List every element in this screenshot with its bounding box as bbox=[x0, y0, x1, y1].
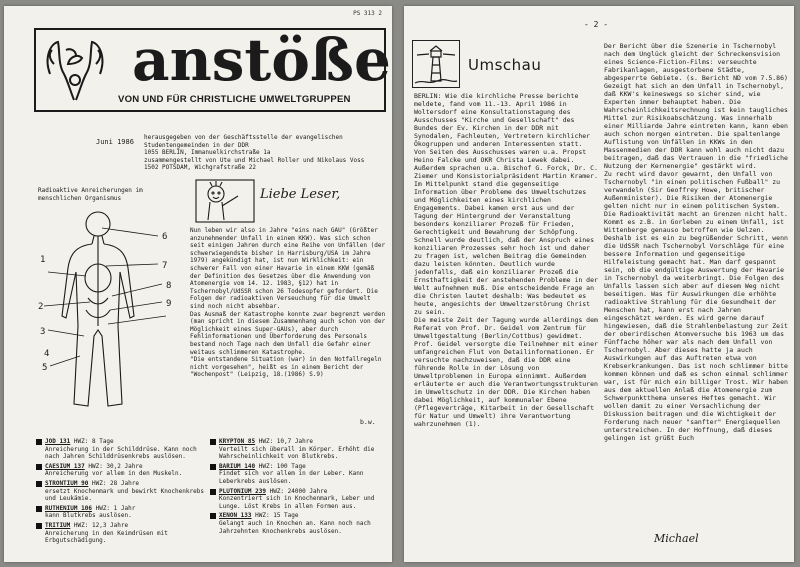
figure-label-8: 8 bbox=[166, 281, 172, 291]
bullet-icon bbox=[36, 464, 42, 470]
isotope-text: HWZ: 12,3 Jahre Anreicherung in den Keimdrüsen mit Erbgutschädigung. bbox=[45, 521, 168, 545]
masthead-subtitle: VON UND FÜR CHRISTLICHE UMWELTGRUPPEN bbox=[118, 94, 351, 105]
isotope-item bbox=[210, 463, 388, 486]
isotope-item bbox=[36, 505, 208, 520]
section-title: Umschau bbox=[468, 56, 542, 74]
bullet-icon bbox=[210, 489, 216, 495]
page-2 bbox=[404, 6, 794, 562]
figure-label-5: 5 bbox=[42, 363, 48, 373]
isotope-name: TRITIUM bbox=[45, 521, 71, 529]
isotope-text: HWZ: 24000 Jahre Konzentriert sich in Knochenmark, Leber und Lunge. Löst Krebs in allen Formen aus. bbox=[219, 487, 375, 510]
isotope-name: KRYPTON 85 bbox=[219, 438, 256, 445]
isotope-item bbox=[36, 480, 208, 503]
figure-label-7: 7 bbox=[162, 261, 168, 271]
isotope-name: JOD 131 bbox=[45, 438, 71, 445]
continued-marker: b.w. bbox=[360, 418, 376, 426]
isotope-item bbox=[36, 522, 208, 545]
figure-label-9: 9 bbox=[166, 299, 172, 309]
isotope-text: HWZ: 100 Tage Findet sich vor allem in der Leber. Kann Leberkrebs auslösen. bbox=[219, 462, 364, 485]
bullet-icon bbox=[36, 523, 42, 529]
isotope-item bbox=[210, 512, 388, 535]
figure-label-6: 6 bbox=[162, 232, 168, 242]
isotope-item bbox=[210, 488, 388, 511]
isotope-text: HWZ: 8 Tage Anreicherung in der Schilddrüse. Kann noch nach Jahren Schilddrüsenkrebs auslösen. bbox=[45, 438, 197, 461]
isotope-list-right bbox=[210, 438, 388, 537]
figure-label-2: 2 bbox=[38, 302, 44, 312]
page-1 bbox=[4, 6, 392, 562]
bullet-icon bbox=[210, 464, 216, 470]
isotope-item bbox=[210, 438, 388, 461]
masthead-title: anstöße bbox=[132, 26, 391, 94]
figure-label-3: 3 bbox=[40, 327, 46, 337]
figure-caption: Radioaktive Anreicherungen im menschlichen Organismus bbox=[38, 187, 143, 202]
isotope-name: STRONTIUM 90 bbox=[45, 479, 89, 487]
editorial-text: Nun leben wir also in Jahre "eins nach GAU" (Größter anzunehmender Unfall in einem KKW). Was sich schon seit einigen Jahren durch eine Reihe von Unfällen (der schwerwiegendste bisher in Harrisburg/USA im Jahre 1979) angekündigt hat, ist nun Wirklichkeit: ein schwerer Fall von einer Havarie in einem KKW (gemäß der Definition des Gesetzes über die Anwendung von Atomenergie vom 14. 12. 1983, §12) hat in Tschernobyl/UdSSR schon 26 Todesopfer gefordert. Die Folgen der radioaktiven Verseuchung für die Umwelt sind noch nicht absehbar. Das Ausmaß der Katastrophe konnte zwar begrenzt werden (man spricht in diesem Zusammenhang auch schon von der Möglichkeit eines Super-GAUs), aber durch Fehlinformationen und Überforderung des Personals bestand noch Tage nach dem Unfall die Gefahr einer weitaus schlimmeren Katastrophe. "Die entstandene Situation (war) in den Notfallregeln nicht vorgesehen", heißt es in einem Bericht der "Wochenpost" (Leipzig, 18.(1986) S.9) bbox=[190, 227, 386, 379]
imprint: herausgegeben von der Geschäftsstelle der evangelischen Studentengemeinden in der DDR 1055 BERLIN, Immanuelkirchstraße 1a zusammengestellt von Ute und Michael Roller und Nikolaus Voss 1502 POTSDAM, Wichgrafstraße 22 bbox=[144, 134, 365, 172]
isotope-item bbox=[36, 463, 208, 478]
isotope-text: HWZ: 15 Tage Gelangt auch in Knochen an. Kann noch nach Jahrzehnten Knochenkrebs auslösen. bbox=[219, 512, 371, 535]
hands-dove-logo-icon bbox=[40, 34, 110, 106]
masthead bbox=[34, 26, 391, 112]
isotope-text: HWZ: 1 Jahr kann Blutkrebs auslösen. bbox=[45, 504, 136, 520]
figure-label-1: 1 bbox=[40, 255, 46, 265]
isotope-name: CAESIUM 137 bbox=[45, 462, 85, 470]
column-right-text: Der Bericht über die Szenerie in Tschernobyl nach dem Unglück gleicht der Schreckensvision eines Science-Fiction-Films: verseuchte Fabrikanlagen, ausgestorbene Städte, abgesperrte Gebiete. (s. Bericht ND vom 7.5.86) Gezeigt hat sich an dem Unfall in Tschernobyl, daß KKW's keineswegs so sicher sind, wie Experten immer behauptet haben. Die Wahrscheinlichkeitsrechnung ist kein taugliches Mittel zur Risikoabschätzung. Was innerhalb einer Milliarde Jahre eintreten kann, kann eben auch schon morgen eintreten. Die spaltenlange Auflistung von Unfällen in KKWs in den Massenmedien der DDR kann wohl auch nicht dazu beitragen, daß das Vertrauen in die "friedliche Nutzung der Kernenergie" gestärkt wird. Zu recht wird davor gewarnt, den Unfall von Tschernobyl "in einen politischen Fußball" zu verwandeln (Sir Geoffrey Howe, britischer Außenminister). Die Risiken der Atomenergie gelten nicht nur in einem politischen System. Die Radioaktivität macht an Grenzen nicht halt. Kommt es z.B. in Gorleben zu einem Unfall, ist Wittenberge genauso betroffen wie Uelzen. Deshalb ist es ein zu begrüßender Schritt, wenn die UdSSR nach Tschernobyl Vorschläge für eine bessere Information und gegenseitige Hilfeleistung gemacht hat. Man darf gespannt sein, ob die endgültige Auswertung der Havarie in Tschernobyl da weiterbringt. Die Folgen des Unfalls lassen sich aber auf diesem Weg nicht beseitigen. Was für Auswirkungen die erhöhte radioaktive Strahlung für die Gesundheit der Menschen hat, kann erst nach Jahren eingeschätzt werden. Es wird gerne darauf hingewiesen, daß die Strahlenbelastung zur Zeit der oberirdischen Atomversuche bis 1963 um das Fünffache höher war als nach dem Unfall von Tschernobyl. Aber dieses hatte ja auch Auswirkungen auf das Auftreten etwa von Krebserkrankungen. Das ist noch schlimmer bitte kommen können und daß es schon einmal schlimmer war, ist für mich ein billiger Trost. Wir haben aus dem aktuellen Anlaß die Atomenergie zum Schwerpunktthema unseres Heftes gemacht. Wir wollen damit zu einer Versachlichung der Diskussion beitragen und die Wichtigkeit der Forderung nach neuer "sanfter" Energiequellen unterstreichen. In der Hoffnung, daß dieses gelingen ist grüßt Euch bbox=[604, 42, 788, 442]
bullet-icon bbox=[210, 439, 216, 445]
isotope-name: PLUTONIUM 239 bbox=[219, 487, 266, 495]
lighthouse-icon bbox=[412, 40, 460, 88]
child-cartoon-icon bbox=[194, 178, 256, 224]
isotope-text: HWZ: 30,2 Jahre Anreicherung vor allem in den Muskeln. bbox=[45, 462, 183, 478]
bullet-icon bbox=[36, 506, 42, 512]
figure-label-4: 4 bbox=[44, 349, 50, 359]
isotope-text: HWZ: 10,7 Jahre Verteilt sich überall im Körper. Erhöht die Wahrscheinlichkeit von Blutkrebs. bbox=[219, 438, 375, 461]
isotope-name: BARIUM 140 bbox=[219, 462, 256, 470]
isotope-text: HWZ: 28 Jahre ersetzt Knochenmark und bewirkt Knochenkrebs und Leukämie. bbox=[45, 479, 204, 503]
issue-date: Juni 1986 bbox=[96, 138, 134, 146]
signature: Michael bbox=[654, 532, 699, 545]
letter-greeting: Liebe Leser, bbox=[260, 187, 341, 202]
section-header bbox=[412, 40, 542, 88]
bullet-icon bbox=[36, 439, 42, 445]
isotope-name: XENON 133 bbox=[219, 512, 252, 520]
bullet-icon bbox=[36, 481, 42, 487]
column-left-text: BERLIN: Wie die kirchliche Presse berichte meldete, fand vom 11.-13. April 1986 in Woltersdorf eine Konsultationstagung des Ausschusses "Kirche und Gesellschaft" des Bundes der Ev. Kirchen in der DDR mit Synodalen, Fachleuten, Vertretern kirchlicher Ökogruppen und anderen Interessenten statt. Von Seiten des Ausschusses waren u.a. Propst Heino Falcke und OKR Christa Lewek dabei. Außerdem sprachen u.a. Bischof G. Forck, Dr. C. Ziemer und Konsistorialpräsident Martin Kramer. Im Mittelpunkt stand die gegenseitige Information über Probleme des Umweltschutzes und Möglichkeiten eines kirchlichen Engagements. Dabei kamen erst aus und der Tagung der Hintergrund der Veranstaltung besonders konziliarer Prozeß für Frieden, Gerechtigkeit und Bewahrung der Schöpfung. Schnell wurde deutlich, daß der Anspruch eines konziliaren Prozesses sehr hoch ist und daher zu fragen ist, welchen Beitrag die Gemeinden dazu leisten könnten. Deutlich wurde jedenfalls, daß ein konziliarer Prozeß die Ernsthaftigkeit der anstehenden Probleme in der Welt aufnehmen muß. Die entscheidende Frage an die Christen lautet deshalb: Was bedeutet es heute, angesichts der Umweltzerstörung Christ zu sein. Die meiste Zeit der Tagung wurde allerdings dem Referat von Prof. Dr. Geidel vom Zentrum für Umweltgestaltung (Berlin/Cottbus) gewidmet. Prof. Geidel versorgte die Teilnehmer mit einer umfangreichen Flut von Detailinformationen. Er versuchte nachzuweisen, daß die DDR eine führende Rolle in der Lösung von Umweltproblemen in Europa einnimmt. Außerdem erläuterte er auch die Verantwortungsstrukturen im Umweltschutz in der DDR. Die Kirchen haben dabei Möglichkeit, auf kommunaler Ebene (Pflegeverträge, Kitarbeit in der Gesellschaft für Natur und Umwelt) ihre Verantwortung wahrzunehmen (1). bbox=[414, 92, 598, 428]
isotope-item bbox=[36, 438, 208, 461]
body-organs-illustration bbox=[36, 206, 186, 418]
bullet-icon bbox=[210, 513, 216, 519]
isotope-name: RUTHENIUM 106 bbox=[45, 504, 92, 512]
page-id: PS 313 2 bbox=[353, 10, 382, 17]
isotope-list-left bbox=[36, 438, 208, 547]
page-number: - 2 - bbox=[584, 20, 609, 29]
